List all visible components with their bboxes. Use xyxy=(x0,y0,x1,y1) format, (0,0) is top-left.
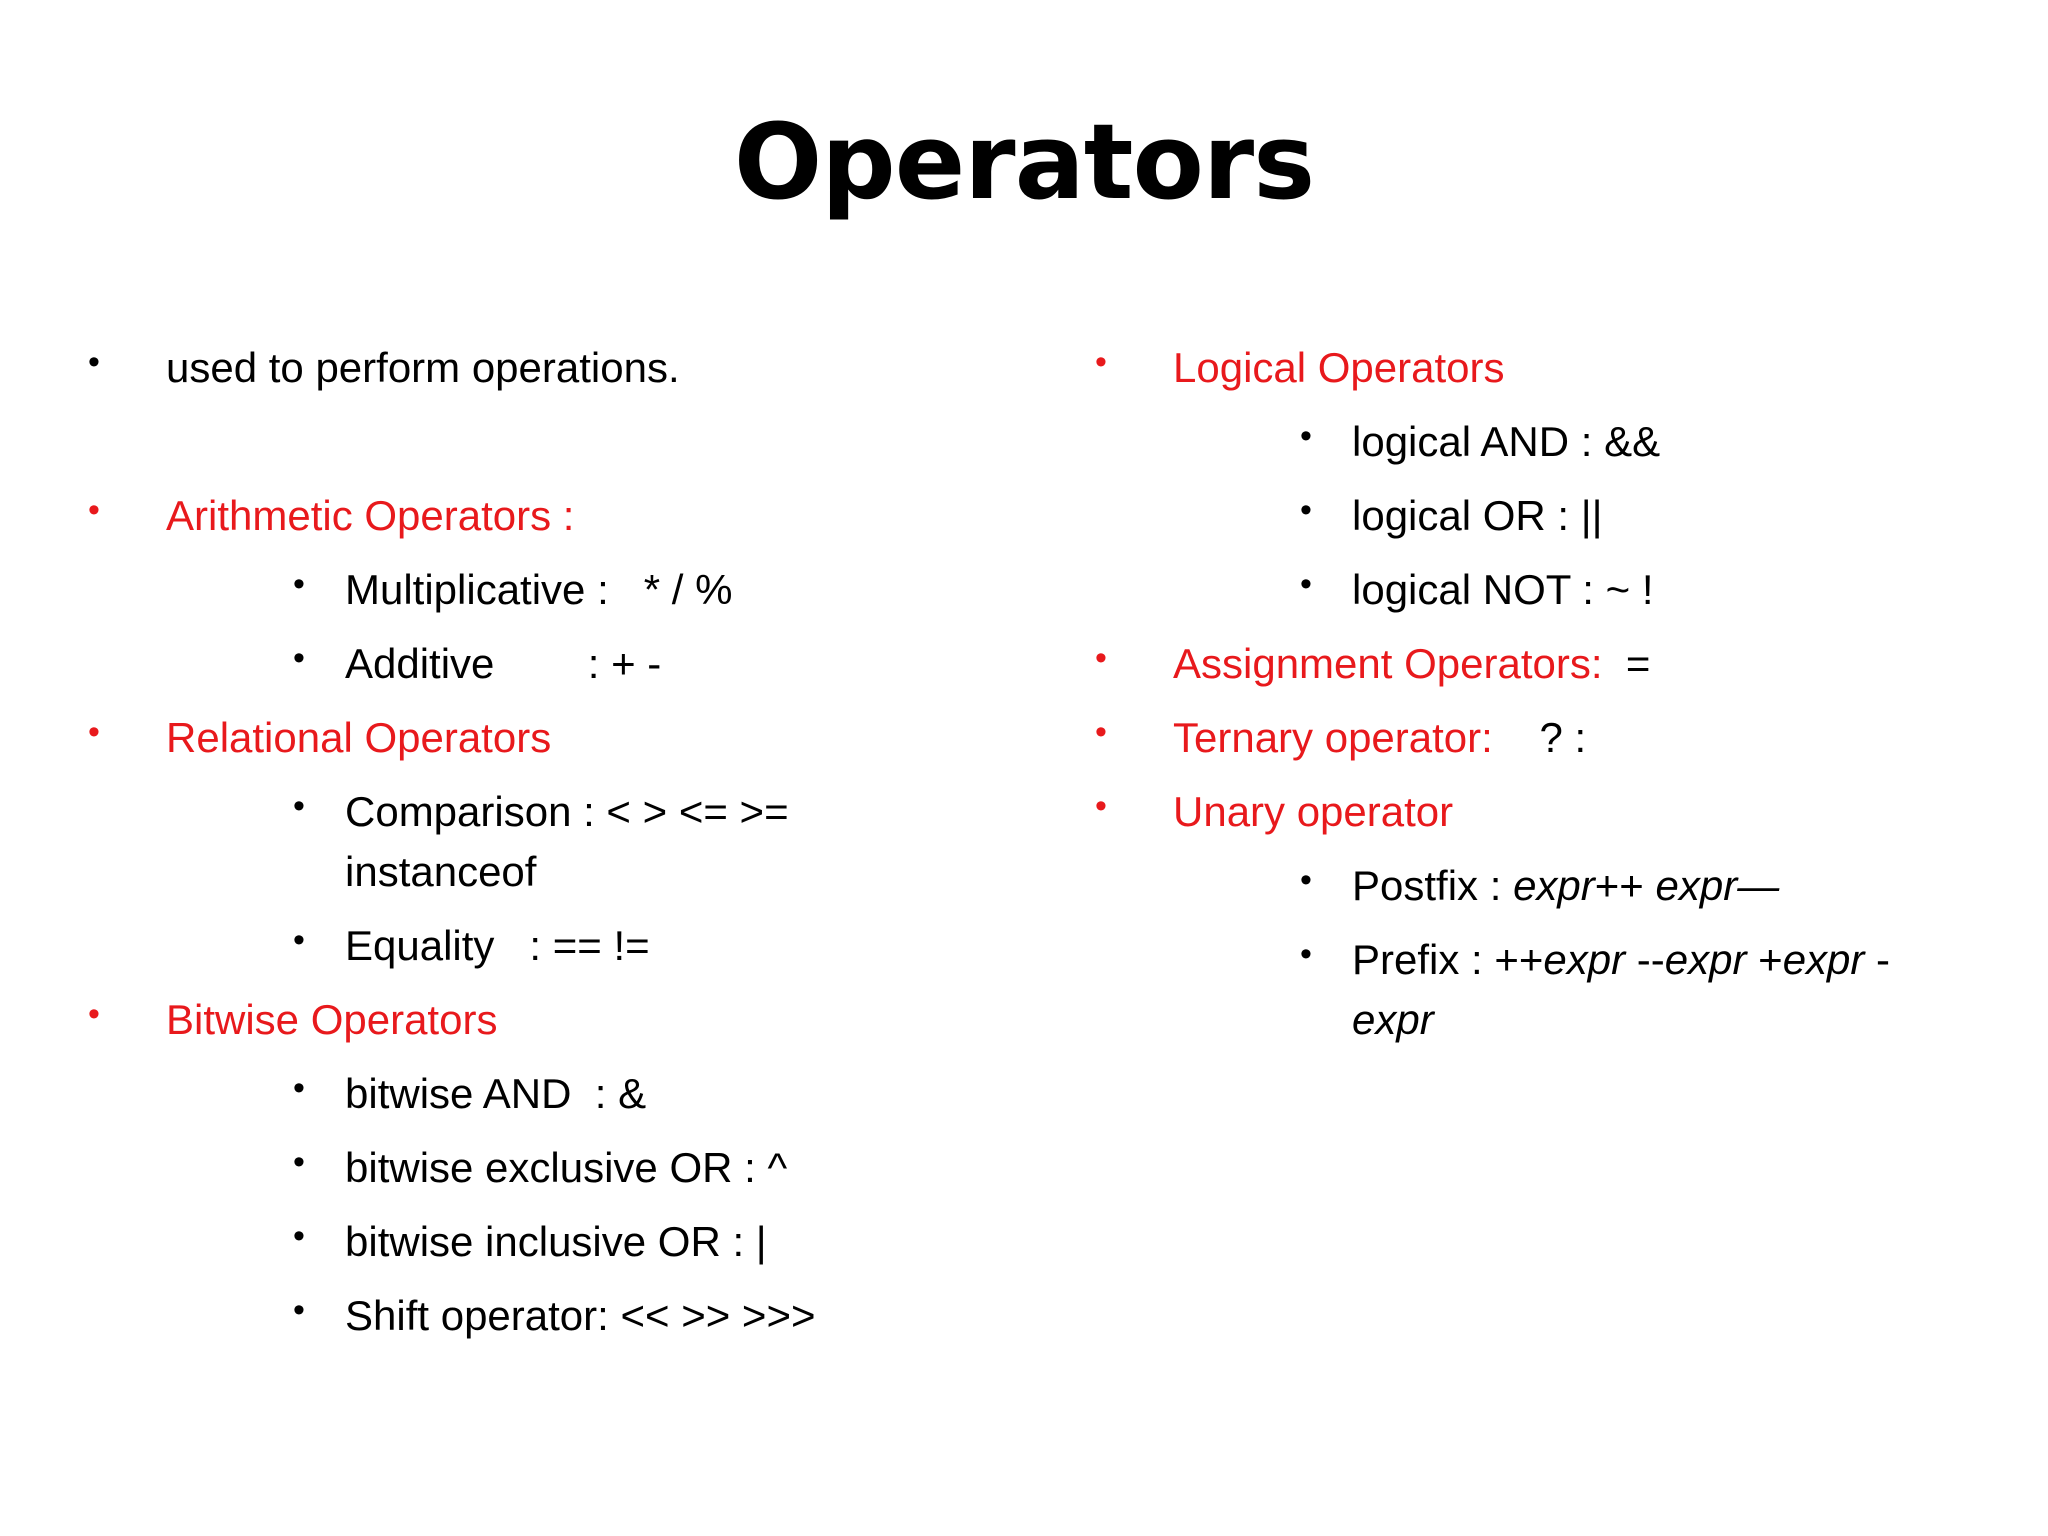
bullet-icon: • xyxy=(88,995,100,1033)
bullet-icon: • xyxy=(293,1143,305,1181)
prefix-expr: expr xyxy=(1543,936,1626,983)
assignment-symbol: = xyxy=(1602,640,1651,687)
prefix-expr: expr xyxy=(1664,936,1747,983)
bitwise-xor-item: bitwise exclusive OR : ^ xyxy=(345,1144,788,1191)
bullet-icon: • xyxy=(293,787,305,825)
bullet-icon: • xyxy=(1095,713,1107,751)
bullet-icon: • xyxy=(293,1069,305,1107)
comparison-item: Comparison : < > <= >= xyxy=(345,788,789,835)
bullet-icon: • xyxy=(1300,491,1312,529)
bullet-icon: • xyxy=(1300,417,1312,455)
prefix-item xyxy=(1352,930,1890,990)
postfix-expr: expr xyxy=(1655,862,1738,909)
additive-item: Additive : + - xyxy=(345,640,662,687)
bullet-icon: • xyxy=(1095,639,1107,677)
bullet-icon: • xyxy=(1095,343,1107,381)
postfix-operator: ++ xyxy=(1594,862,1656,909)
bullet-icon: • xyxy=(1300,861,1312,899)
bullet-icon: • xyxy=(88,491,100,529)
prefix-label: Prefix : ++ xyxy=(1352,936,1544,983)
bitwise-and-item: bitwise AND : & xyxy=(345,1070,647,1117)
bitwise-heading: Bitwise Operators xyxy=(166,996,498,1043)
intro-text: used to perform operations. xyxy=(166,344,680,391)
logical-and-item: logical AND : && xyxy=(1352,418,1661,465)
ternary-symbol: ? : xyxy=(1492,714,1587,761)
postfix-expr: expr xyxy=(1513,862,1595,909)
bullet-icon: • xyxy=(293,921,305,959)
bullet-icon: • xyxy=(88,713,100,751)
bullet-icon: • xyxy=(1300,565,1312,603)
bullet-icon: • xyxy=(293,1291,305,1329)
bullet-icon: • xyxy=(1095,787,1107,825)
comparison-item-continued: instanceof xyxy=(345,848,537,895)
prefix-operator: -- xyxy=(1625,936,1665,983)
prefix-item-continued: expr xyxy=(1352,996,1434,1043)
prefix-expr: expr xyxy=(1782,936,1865,983)
ternary-heading: Ternary operator: xyxy=(1173,714,1493,761)
slide-title: Operators xyxy=(733,101,1315,223)
bullet-icon: • xyxy=(293,639,305,677)
bullet-icon: • xyxy=(293,1217,305,1255)
logical-not-item: logical NOT : ~ ! xyxy=(1352,566,1654,613)
shift-operator-item: Shift operator: << >> >>> xyxy=(345,1292,816,1339)
prefix-operator: + xyxy=(1746,936,1783,983)
ternary-line xyxy=(1173,708,1586,768)
multiplicative-item: Multiplicative : * / % xyxy=(345,566,733,613)
logical-heading: Logical Operators xyxy=(1173,344,1505,391)
postfix-operator: — xyxy=(1737,862,1780,909)
unary-heading: Unary operator xyxy=(1173,788,1454,835)
assignment-heading: Assignment Operators: xyxy=(1173,640,1603,687)
logical-or-item: logical OR : || xyxy=(1352,492,1603,539)
equality-item: Equality : == != xyxy=(345,922,650,969)
postfix-item xyxy=(1352,856,1779,916)
postfix-label: Postfix : xyxy=(1352,862,1514,909)
relational-heading: Relational Operators xyxy=(166,714,552,761)
prefix-operator: - xyxy=(1864,936,1891,983)
assignment-line xyxy=(1173,634,1650,694)
bullet-icon: • xyxy=(293,565,305,603)
bullet-icon: • xyxy=(1300,935,1312,973)
arithmetic-heading: Arithmetic Operators : xyxy=(166,492,575,539)
bitwise-or-item: bitwise inclusive OR : | xyxy=(345,1218,767,1265)
bullet-icon: • xyxy=(88,343,100,381)
